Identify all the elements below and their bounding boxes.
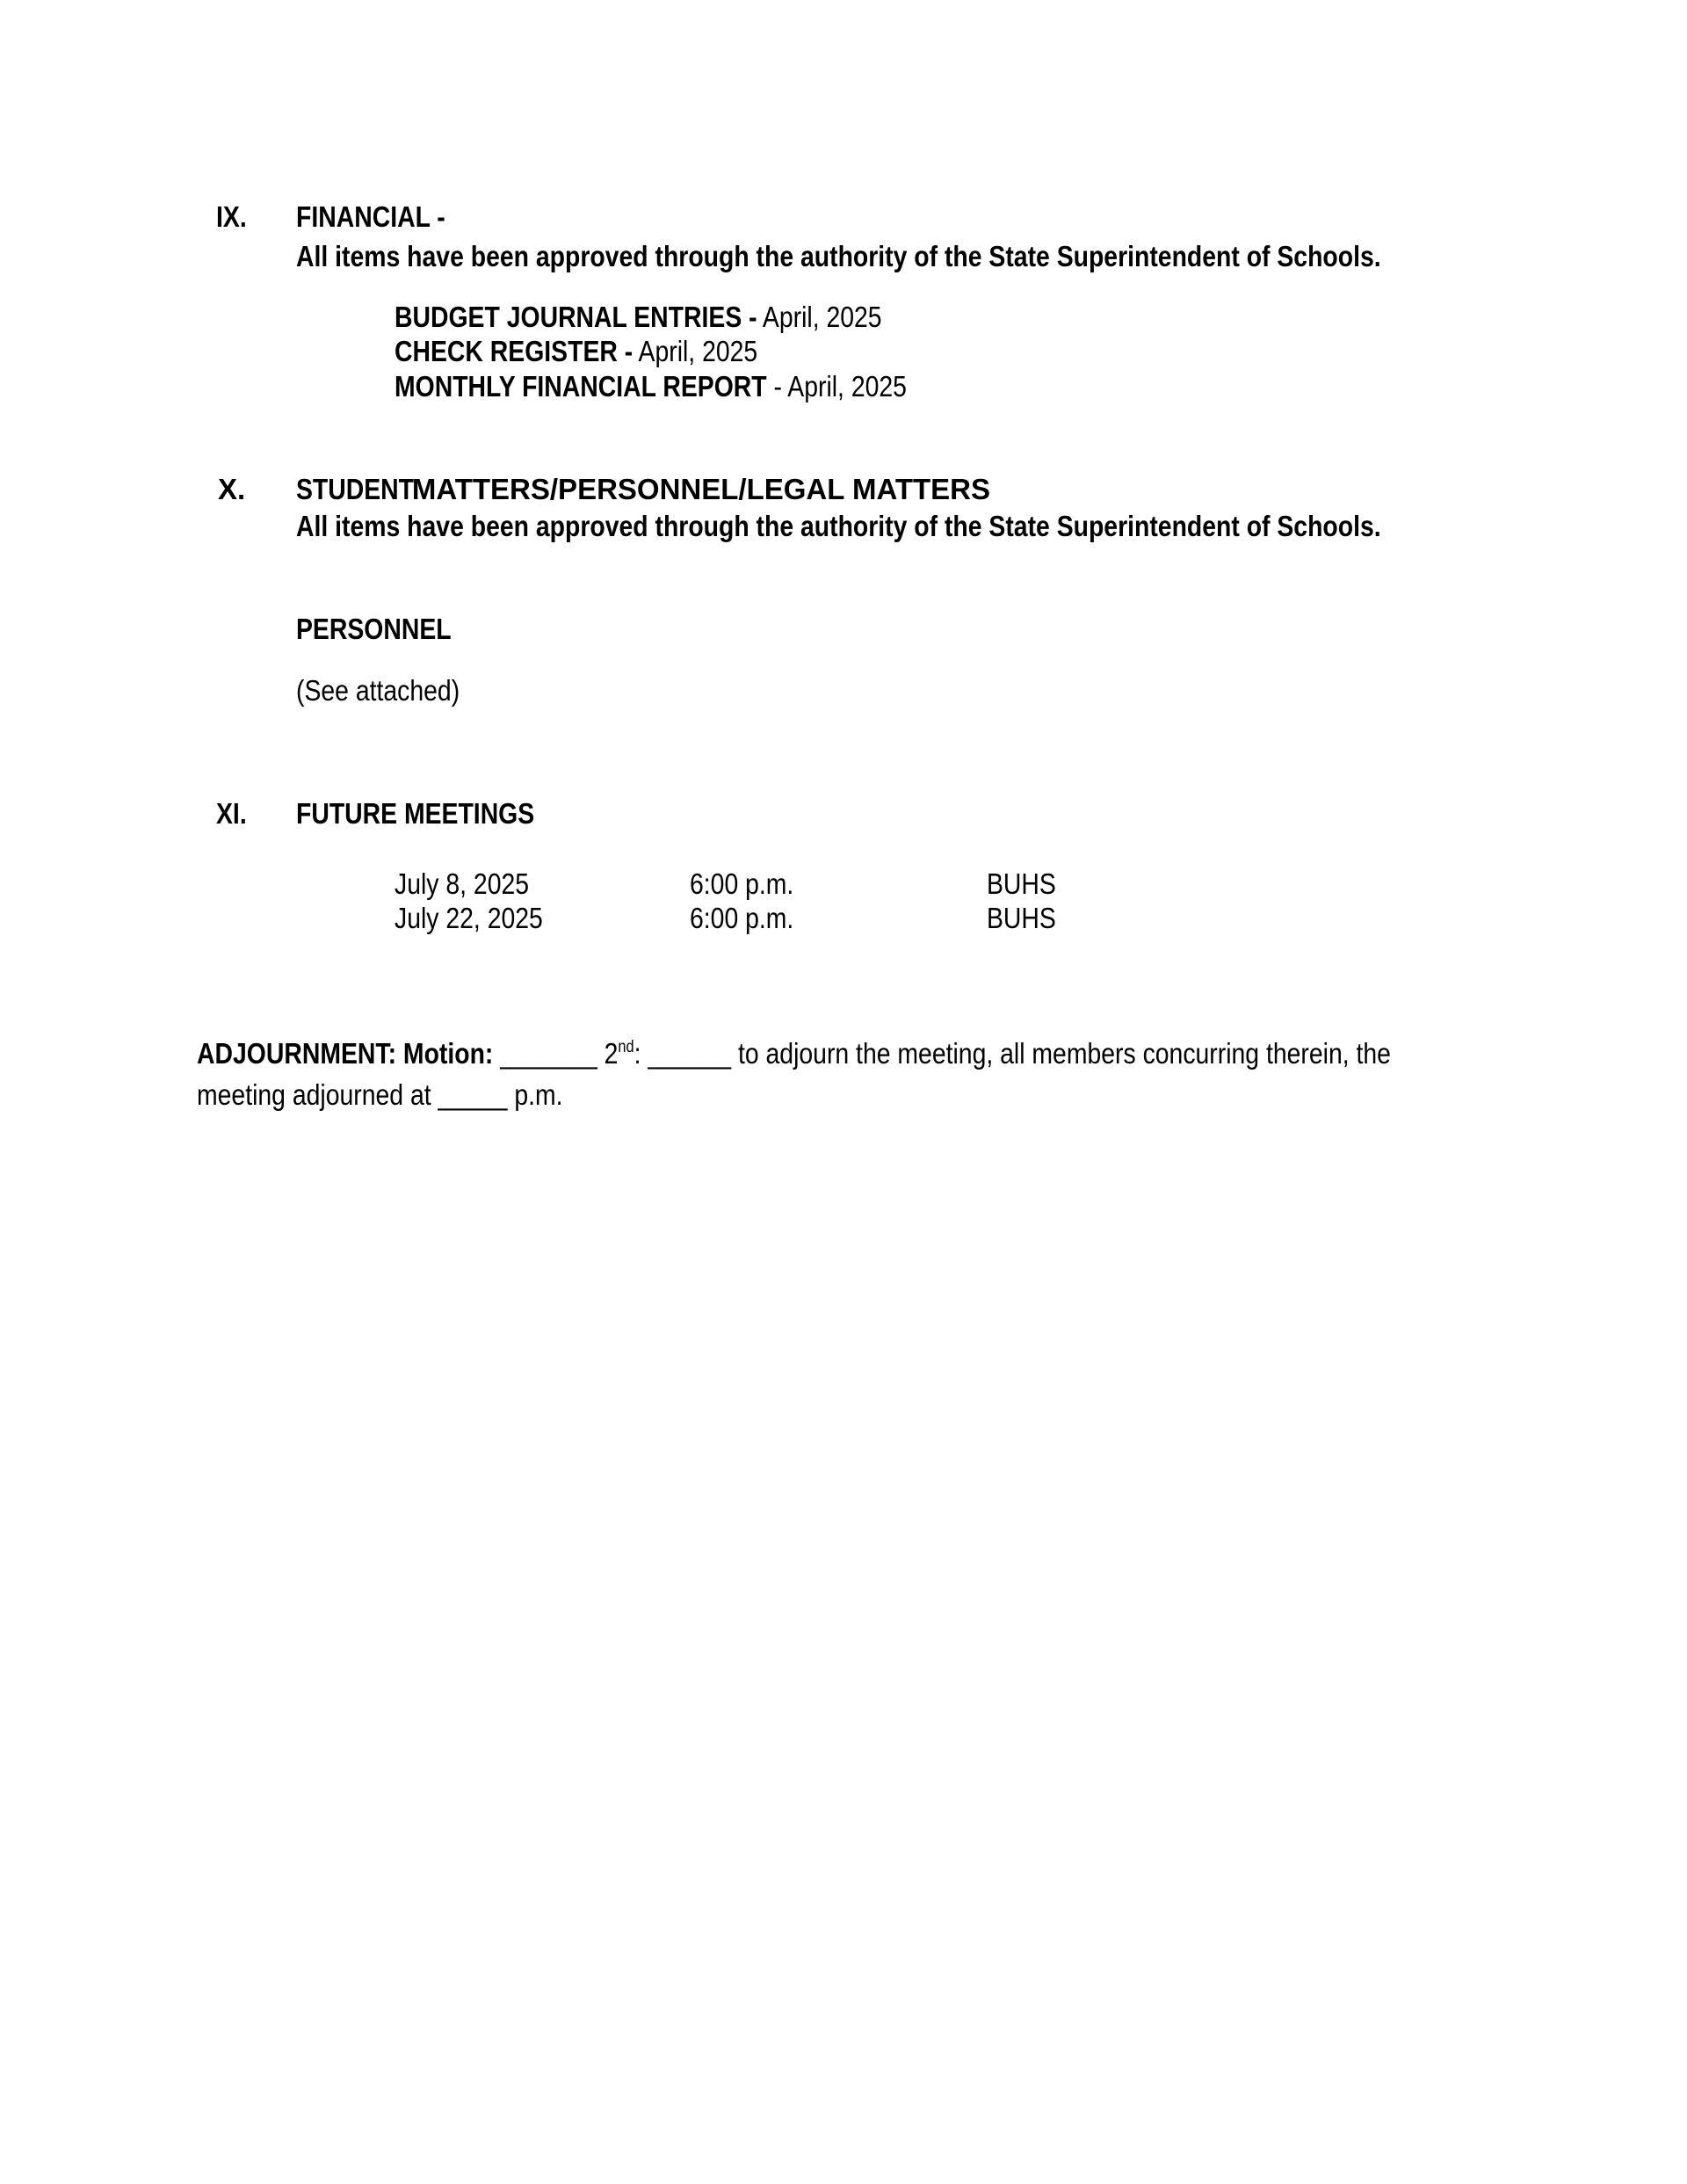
student-matters-approval-note: All items have been approved through the authority of the State Superintendent of Schools.	[296, 510, 1381, 542]
adjournment-blank-1: _______ 2	[493, 1037, 619, 1070]
item-label: MONTHLY FINANCIAL REPORT	[395, 370, 767, 403]
section-title-future-meetings: FUTURE MEETINGS	[296, 797, 535, 830]
item-value: April, 2025	[633, 335, 758, 367]
item-label: CHECK REGISTER -	[395, 335, 634, 367]
meeting-location: BUHS	[987, 867, 1056, 900]
adjournment-label: ADJOURNMENT: Motion:	[197, 1037, 494, 1070]
personnel-note: (See attached)	[296, 674, 460, 707]
item-value: April, 2025	[757, 301, 882, 333]
item-value: - April, 2025	[766, 370, 907, 403]
financial-item-monthly-report	[395, 370, 907, 403]
personnel-subheading: PERSONNEL	[296, 613, 452, 645]
section-number-ix: IX.	[216, 200, 247, 233]
item-label: BUDGET JOURNAL ENTRIES -	[395, 301, 757, 333]
section-number-xi: XI.	[216, 797, 247, 830]
meeting-location: BUHS	[987, 902, 1056, 934]
section-title-student-matters	[296, 473, 990, 506]
financial-item-check-register	[395, 335, 757, 368]
meeting-time: 6:00 p.m.	[690, 902, 794, 934]
meeting-date: July 22, 2025	[395, 902, 543, 934]
financial-item-budget-journal	[395, 301, 882, 334]
adjournment-line-1	[197, 1037, 1391, 1070]
title-part-1: STUDENT	[296, 473, 415, 505]
ordinal-superscript: nd	[618, 1038, 634, 1056]
title-part-2: MATTERS/PERSONNEL/LEGAL MATTERS	[411, 473, 991, 505]
meeting-time: 6:00 p.m.	[690, 867, 794, 900]
section-number-x: X.	[218, 473, 246, 505]
financial-approval-note: All items have been approved through the authority of the State Superintendent of Schools.	[296, 240, 1381, 272]
adjournment-line-2: meeting adjourned at _____ p.m.	[197, 1078, 563, 1111]
section-title-financial: FINANCIAL -	[296, 200, 445, 233]
adjournment-text: : ______ to adjourn the meeting, all members concurring therein, the	[634, 1037, 1391, 1070]
meeting-date: July 8, 2025	[395, 867, 530, 900]
